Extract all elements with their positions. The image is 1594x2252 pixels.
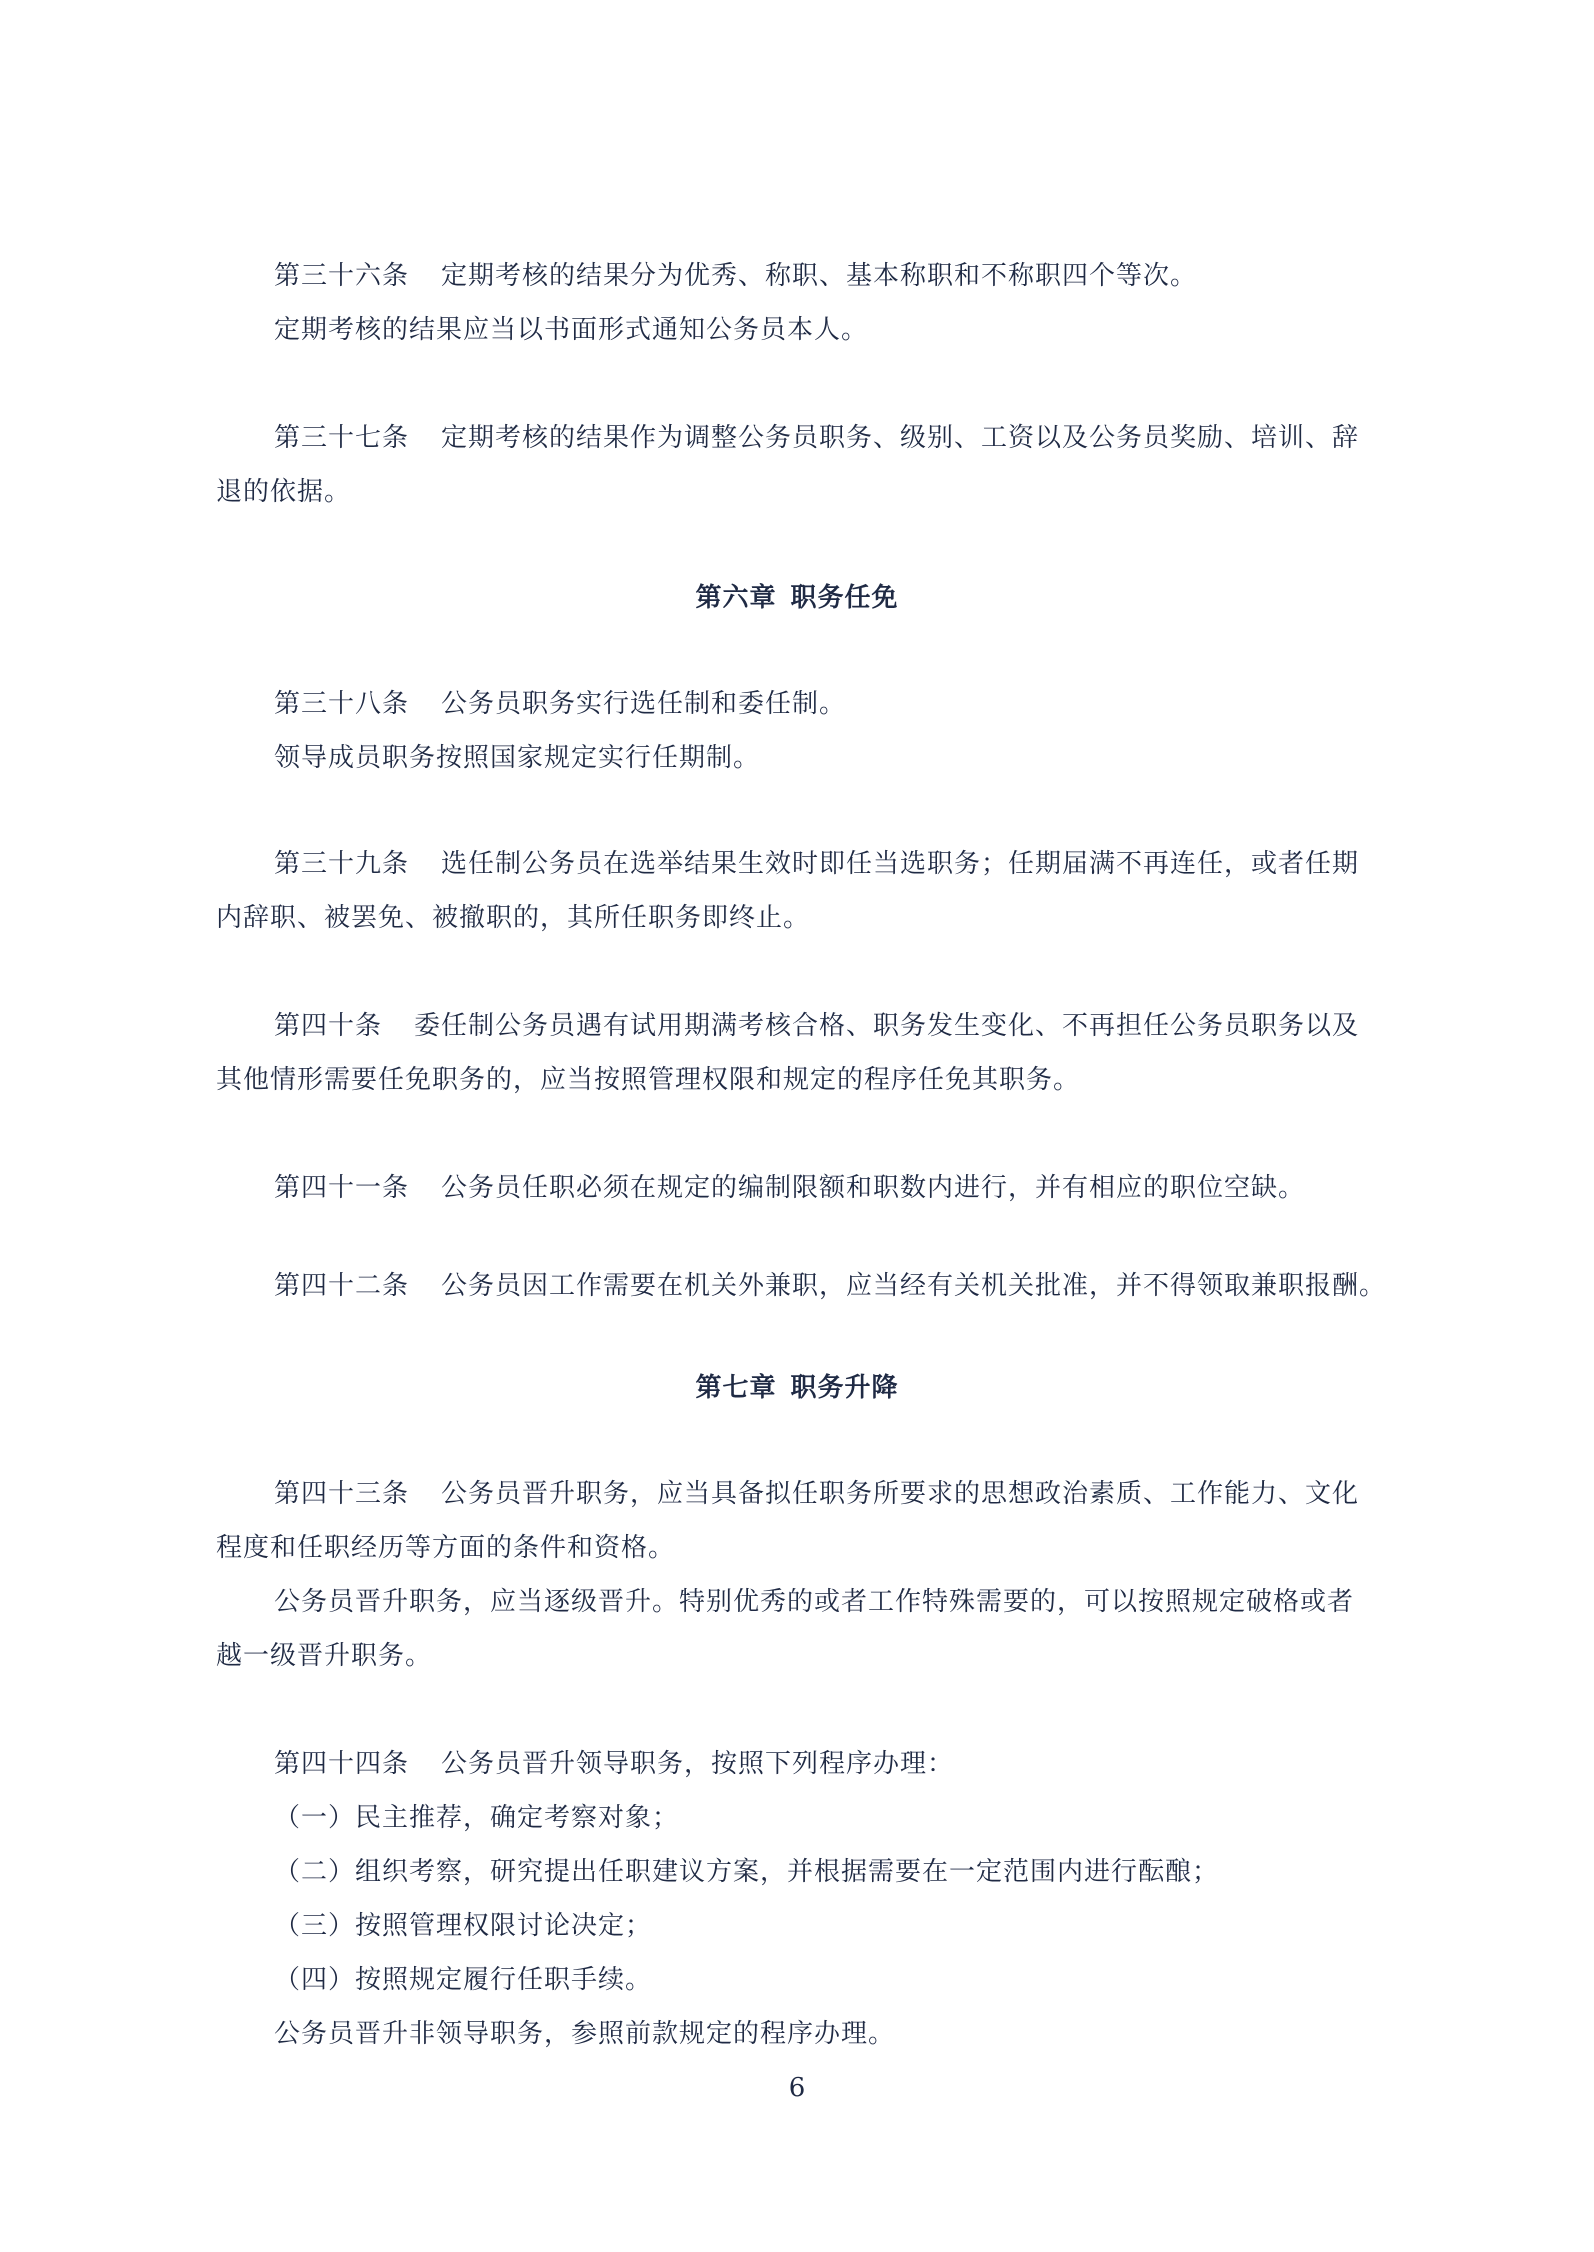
article-38-line-1 bbox=[274, 686, 1384, 722]
article-44-line-1 bbox=[274, 1746, 1384, 1782]
article-36-line-2: 定期考核的结果应当以书面形式通知公务员本人。 bbox=[274, 315, 869, 345]
article-42-number: 第四十二条 bbox=[274, 1271, 410, 1301]
article-44-text: 公务员晋升领导职务，按照下列程序办理： bbox=[441, 1749, 955, 1779]
article-43-line-4: 越一级晋升职务。 bbox=[216, 1641, 433, 1671]
chapter-7-title: 职务升降 bbox=[790, 1373, 899, 1403]
article-37-line-1 bbox=[274, 420, 1384, 456]
article-44-item-4: （四）按照规定履行任职手续。 bbox=[274, 1965, 653, 1995]
article-38-text: 公务员职务实行选任制和委任制。 bbox=[441, 689, 847, 719]
chapter-6-heading bbox=[0, 580, 1594, 616]
article-43-text: 公务员晋升职务，应当具备拟任职务所要求的思想政治素质、工作能力、文化 bbox=[441, 1479, 1360, 1509]
chapter-7-number: 第七章 bbox=[695, 1373, 777, 1403]
article-39-line-2: 内辞职、被罢免、被撤职的，其所任职务即终止。 bbox=[216, 903, 811, 933]
article-44-item-2: （二）组织考察，研究提出任职建议方案，并根据需要在一定范围内进行酝酿； bbox=[274, 1857, 1220, 1887]
article-39-text: 选任制公务员在选举结果生效时即任当选职务；任期届满不再连任，或者任期 bbox=[441, 849, 1360, 879]
article-37-text: 定期考核的结果作为调整公务员职务、级别、工资以及公务员奖励、培训、辞 bbox=[441, 423, 1360, 453]
article-40-number: 第四十条 bbox=[274, 1011, 383, 1041]
article-40-line-1 bbox=[274, 1008, 1384, 1044]
article-42-line-1 bbox=[274, 1268, 1387, 1304]
article-37-number: 第三十七条 bbox=[274, 423, 410, 453]
article-41-line-1 bbox=[274, 1170, 1384, 1206]
article-39-line-1 bbox=[274, 846, 1384, 882]
chapter-6-title: 职务任免 bbox=[790, 583, 899, 613]
article-43-number: 第四十三条 bbox=[274, 1479, 410, 1509]
article-38-number: 第三十八条 bbox=[274, 689, 410, 719]
article-38-line-2: 领导成员职务按照国家规定实行任期制。 bbox=[274, 743, 761, 773]
article-43-line-2: 程度和任职经历等方面的条件和资格。 bbox=[216, 1533, 676, 1563]
article-36-text: 定期考核的结果分为优秀、称职、基本称职和不称职四个等次。 bbox=[441, 261, 1198, 291]
article-44-item-3: （三）按照管理权限讨论决定； bbox=[274, 1911, 653, 1941]
article-36-line-1 bbox=[274, 258, 1384, 294]
article-37-line-2: 退的依据。 bbox=[216, 477, 352, 507]
article-41-number: 第四十一条 bbox=[274, 1173, 410, 1203]
article-41-text: 公务员任职必须在规定的编制限额和职数内进行，并有相应的职位空缺。 bbox=[441, 1173, 1306, 1203]
article-42-text: 公务员因工作需要在机关外兼职，应当经有关机关批准，并不得领取兼职报酬。 bbox=[441, 1271, 1387, 1301]
article-44-line-2: 公务员晋升非领导职务，参照前款规定的程序办理。 bbox=[274, 2019, 896, 2049]
page-number: 6 bbox=[788, 2073, 806, 2103]
article-43-line-1 bbox=[274, 1476, 1384, 1512]
article-36-number: 第三十六条 bbox=[274, 261, 410, 291]
article-39-number: 第三十九条 bbox=[274, 849, 410, 879]
chapter-7-heading bbox=[0, 1370, 1594, 1406]
article-43-line-3: 公务员晋升职务，应当逐级晋升。特别优秀的或者工作特殊需要的，可以按照规定破格或者 bbox=[274, 1587, 1355, 1617]
article-40-line-2: 其他情形需要任免职务的，应当按照管理权限和规定的程序任免其职务。 bbox=[216, 1065, 1081, 1095]
article-40-text: 委任制公务员遇有试用期满考核合格、职务发生变化、不再担任公务员职务以及 bbox=[414, 1011, 1360, 1041]
article-44-item-1: （一）民主推荐，确定考察对象； bbox=[274, 1803, 680, 1833]
article-44-number: 第四十四条 bbox=[274, 1749, 410, 1779]
chapter-6-number: 第六章 bbox=[695, 583, 777, 613]
